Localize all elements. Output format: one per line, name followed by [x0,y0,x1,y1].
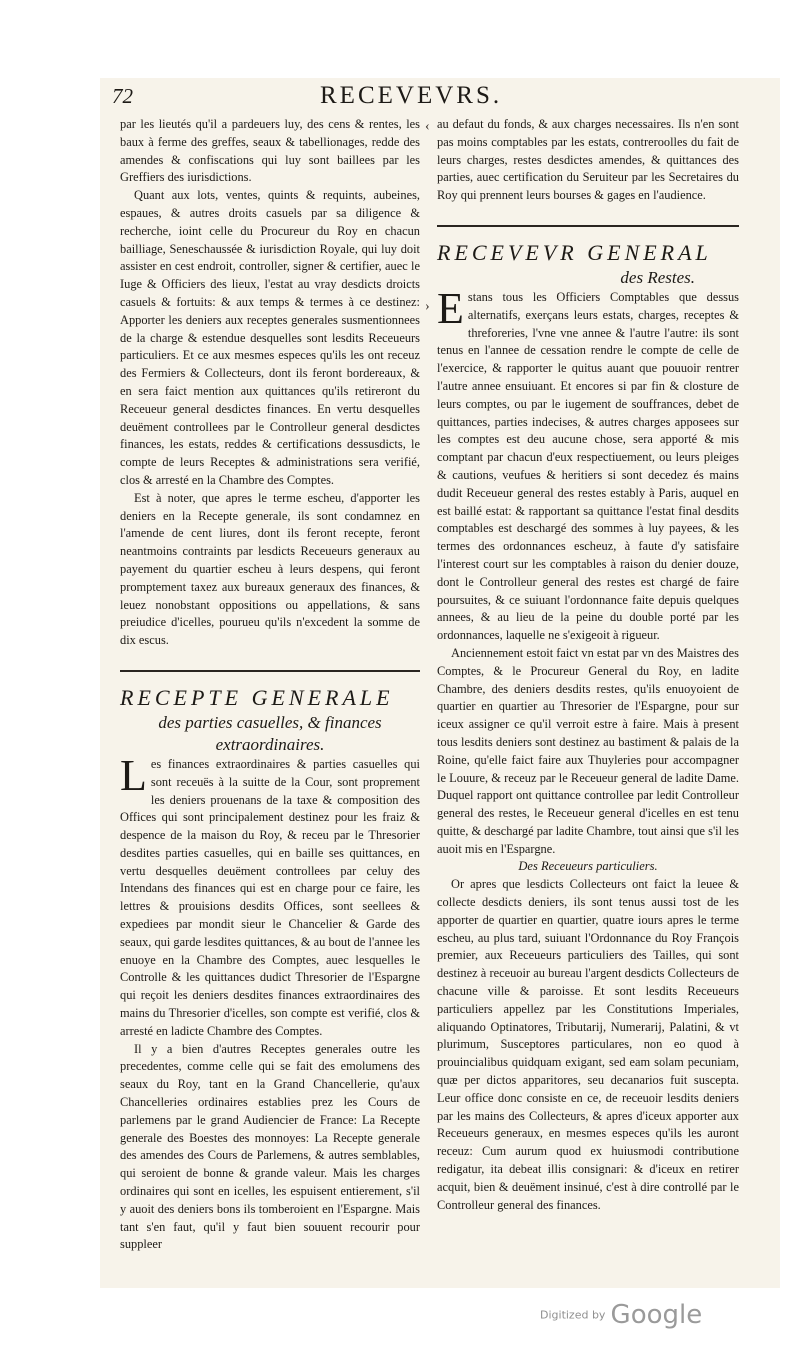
section-divider [120,670,420,672]
left-paragraph-1: par les lieutés qu'il a pardeuers luy, des cens & rentes, les baux à ferme des greffes, seaux & tabellionages, redde des amendes & confiscations qui luy sont baillees par les Greffiers des iurisdictions. [120,117,420,185]
section-subtitle-line-2: extraordinaires. [215,734,325,754]
left-paragraph-2: Quant aux lots, ventes, quints & requints, aubeines, espaues, & autres droits casuels par sa diligence & recherche, ioint celle du Procureur du Roy en chacun bailliage, Seneschaussée & iurisdiction Royale, qui luy doit assister en cest endroit, controller, signer & certifier, auec le Iuge & Officiers des lieux, l'estat au vray desdicts droicts casuels & fortuits: & aux temps & termes à ce destinez: Apporter les deniers aux receptes generales susmentionnees de la charge & estendue desquelles sont lesdits Receueurs particuliers. Et ce aux mesmes especes qu'ils les ont receuz des Fermiers & Collecteurs, dont ils feront bordereaux, & en sera faict mention aux quittances qu'ils retireront du Receueur general desdictes finances. En vertu desquelles deuëment controllees par le Controlleur general desdictes finances, les estats, reddes & certifications dessusdicts, le compte de leurs Receptes & administrations sera verifié, clos & arresté en la Chambre des Comptes. [120,188,420,487]
section-title-recepte-generale: RECEPTE GENERALE [120,684,394,710]
section-divider [437,225,739,227]
minor-heading: Des Receueurs particuliers. [518,859,658,874]
section-subtitle-line-1: des parties casuelles, & finances [158,712,382,732]
left-column [120,116,420,1254]
margin-marks: ‹ › [425,119,430,314]
section-paragraph-1: Estans tous les Officiers Comptables que dessus alternatifs, exerçans leurs estats, charges, receptes & threforeries, l'vne vne annee & l'autre l'autre: ils sont tenus en l'annee de cessation rendre le compte de celle de l'exercice, & rapporter le quitus auant que pouuoir rentrer l'autre annee ensuiuant. Et encores si par fin & closture de leurs comptes, ou par le iugement de souffrances, debet de quittances, parties indecises, & autres charges apposees sur les comptes est deu aucune chose, sera apporté & mis comptant par chacun d'eux respectiuement, ou leurs pleiges & cautions, veufues & heritiers si sont decedez és mains dudit Receueur general des restes estably à Paris, auquel en est baillé estat: & rapportant sa quittance l'estat final desdits comptables est deschargé des sommes à luy payees, & les termes des ordonnances escheuz, à faute d'y satisfaire l'interest court sur les comptables à raison du denier douze, dont le Controlleur general des restes est chargé de faire poursuites, & ce suiuant l'ordonnance faite depuis quelques annees, & au lieu de la peine du double porté par les ordonnances, laquelle ne s'exigeoit à rigueur. [437,283,739,643]
watermark-prefix: Digitized by [540,1308,606,1322]
page-header [112,84,712,114]
final-paragraph: Or apres que lesdicts Collecteurs ont faict la leuee & collecte desdicts deniers, ils sont tenus aussi tost de les apporter de quartier en quartier, quatre iours apres le terme escheu, au plus tard, suiuant l'Ordonnance du Roy François premier, aux Receueurs particuliers des Tailles, qui sont destinez à receuoir au bureau l'argent desdicts Collecteurs de chacune ville & paroisse. Et sont lesdits Receueurs particuliers appellez par les Constitutions Imperiales, aliquando Optinatores, Tributarij, Numerarij, Palatini, & vt plurimum, Susceptores particulares, non eo quod à prouincialibus quidquam exigant, sed eam solam pecuniam, quæ per dictos apparitores, seu decanarios fuit suscepta. Leur office donc consiste en ce, de receuoir lesdits deniers par les mains des Collecteurs, & apres d'iceux apporter aux Receueurs generaux, en mesmes especes qu'ils les auront receuz: Cum aurum quod ex huiusmodi contributione redigatur, ita debeat illis consignari: & d'iceux en retirer acquit, bien & deuëment insinué, c'est à dire controllé par le Controlleur general des finances. [437,877,739,1212]
google-logo: Google [610,1300,703,1330]
section-paragraph-2: Anciennement estoit faict vn estat par vn des Maistres des Comptes, & le Procureur General du Roy, en ladite Chambre, des deniers desdits restes, qu'ils enuoyoient de quartier en quartier au Thresorier de l'Espargne, pour sur iceux assigner ce qu'il verroit estre à faire. Mais à present tous lesdits deniers sont destinez au bastiment & palais de la Roine, qu'elle faict faire aux Thuyleries pour accompagner le Louure, & receuz par le Receueur general de ladite Dame. Duquel rapport ont quittance controllee par ledit Controlleur general des restes, le Receueur general d'icelles en est tenu quitte, & deschargé par ladite Chambre, tout ainsi que s'il les auoit mis en l'Espargne. [437,645,739,856]
running-title: RECEVEVRS. [320,82,503,109]
section-paragraph-2: Il y a bien d'autres Receptes generales outre les precedentes, comme celle qui se fait des emolumens des seaux du Roy, tant en la Grand Chancellerie, qu'aux Chancelleries ordinaires establies prez les Cours de parlemens par le grand Audiencier de France: La Recepte generale des Boestes des monnoyes: La Recepte generale des amendes des Cours de Parlemens, & autres semblables, qui seroient de bonne & grande valeur. Mais les charges ordinaires qui sont en icelles, les espuisent entierement, s'il y auoit des deniers bons ils tomberoient en l'Espargne. Mais tant s'en faut, qu'il y faut bien souuent recourir pour suppleer [120,1041,420,1252]
section-subtitle: des Restes. [620,267,695,287]
page-number: 72 [112,84,133,108]
right-paragraph-continued: au defaut du fonds, & aux charges necessaires. Ils n'en sont pas moins comptables par les estats, contreroolles du fait de leurs charges, restes desdictes amendes, & quittances des parties, auec certification du Seruiteur par les Secretaires du Roy qui prennent leurs bourses & gages en l'audience. [437,117,739,203]
section-paragraph-1: Les finances extraordinaires & parties casuelles qui sont receuës à la suitte de la Cour, sont proprement les deniers prouenans de la taxe & composition des Offices qui sont principalement destinez pour les fraiz & despence de la maison du Roy, & receu par le Thresorier desdites parties casuelles, qui en baille ses quittances, en vertu desquelles deuëment controllees par celuy des Intendans des finances qui est en charge pour ce faire, les lettres & prouisions desdits Offices, sont seellees & expediees par mondit sieur le Chancelier & Garde des seaux, qui garde lesdites quittances, & au bout de l'annee les enuoye en la Chambre des Comptes, auec lesquelles le Controlle & les quittances dudict Thresorier de l'Espargne qui reçoit les deniers desdites finances extraordinaires des mains du Thresorier d'icelles, son compte est verifié, clos & arresté en ladicte Chambre des Comptes. [120,750,420,1038]
digitized-by-watermark [540,1300,702,1330]
left-paragraph-3: Est à noter, que apres le terme escheu, d'apporter les deniers en la Recepte generale, ils sont condamnez en l'amende de cent liures, dont ils feront recepte, feront neantmoins contraints par lesdicts Receueurs generaux au payement du quartier escheu à leurs despens, qui feront promptement taxez aux bureaux generaux des finances, & leuez nonobstant oppositions ou appellations, & sans preiudice d'icelles, pourueu qu'ils n'excedent la somme de dix escus. [120,490,420,648]
right-column [437,116,739,1214]
section-title-receveur-general: RECEVEVR GENERAL [437,239,712,265]
